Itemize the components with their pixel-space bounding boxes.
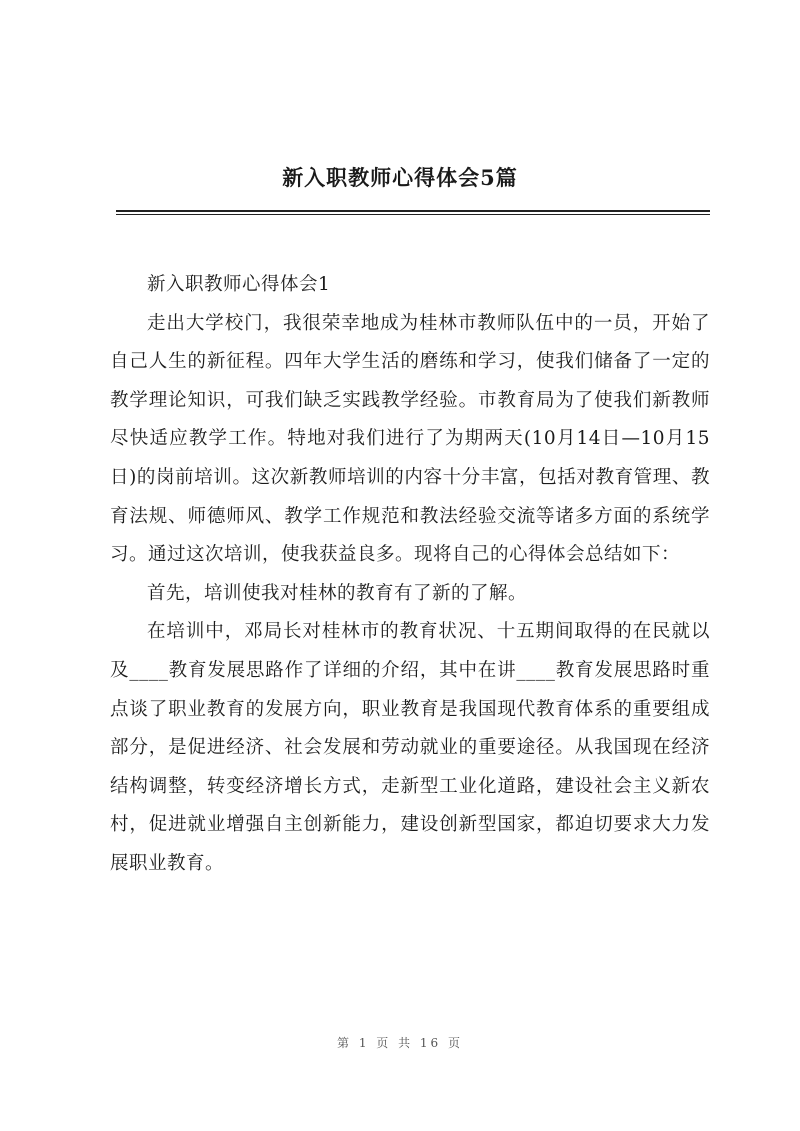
title-rule-thin — [116, 214, 710, 215]
paragraph: 首先，培训使我对桂林的教育有了新的了解。 — [147, 582, 528, 604]
paragraph: 在培训中，邓局长对桂林市的教育状况、十五期间取得的在民就以及____教育发展思路作了详细的介绍，其中在讲____教育发展思路时重点谈了职业教育的发展方向，职业教育是我国现代教育体系的重要组成部分，是促进经济、社会发展和劳动就业的重要途径。从我国现在经济结构调整，转变经济增长方式，走新型工业化道路，建设社会主义新农村，促进就业增强自主创新能力，建设创新型国家，都迫切要求大力发展职业教育。 — [110, 621, 710, 874]
page-title: 新入职教师心得体会5篇 — [282, 165, 518, 190]
title-rule-thick — [116, 210, 710, 212]
paragraph: 走出大学校门，我很荣幸地成为桂林市教师队伍中的一员，开始了自己人生的新征程。四年大学生活的磨练和学习，使我们储备了一定的教学理论知识，可我们缺乏实践教学经验。市教育局为了使我们新教师尽快适应教学工作。特地对我们进行了为期两天(10月14日—10月15日)的岗前培训。这次新教师培训的内容十分丰富，包括对教育管理、教育法规、师德师风、教学工作规范和教法经验交流等诸多方面的系统学习。通过这次培训，使我获益良多。现将自己的心得体会总结如下： — [110, 312, 710, 566]
section-heading: 新入职教师心得体会1 — [147, 274, 331, 295]
page-footer: 第 1 页 共 16 页 — [337, 1036, 463, 1050]
document-body — [110, 266, 710, 884]
